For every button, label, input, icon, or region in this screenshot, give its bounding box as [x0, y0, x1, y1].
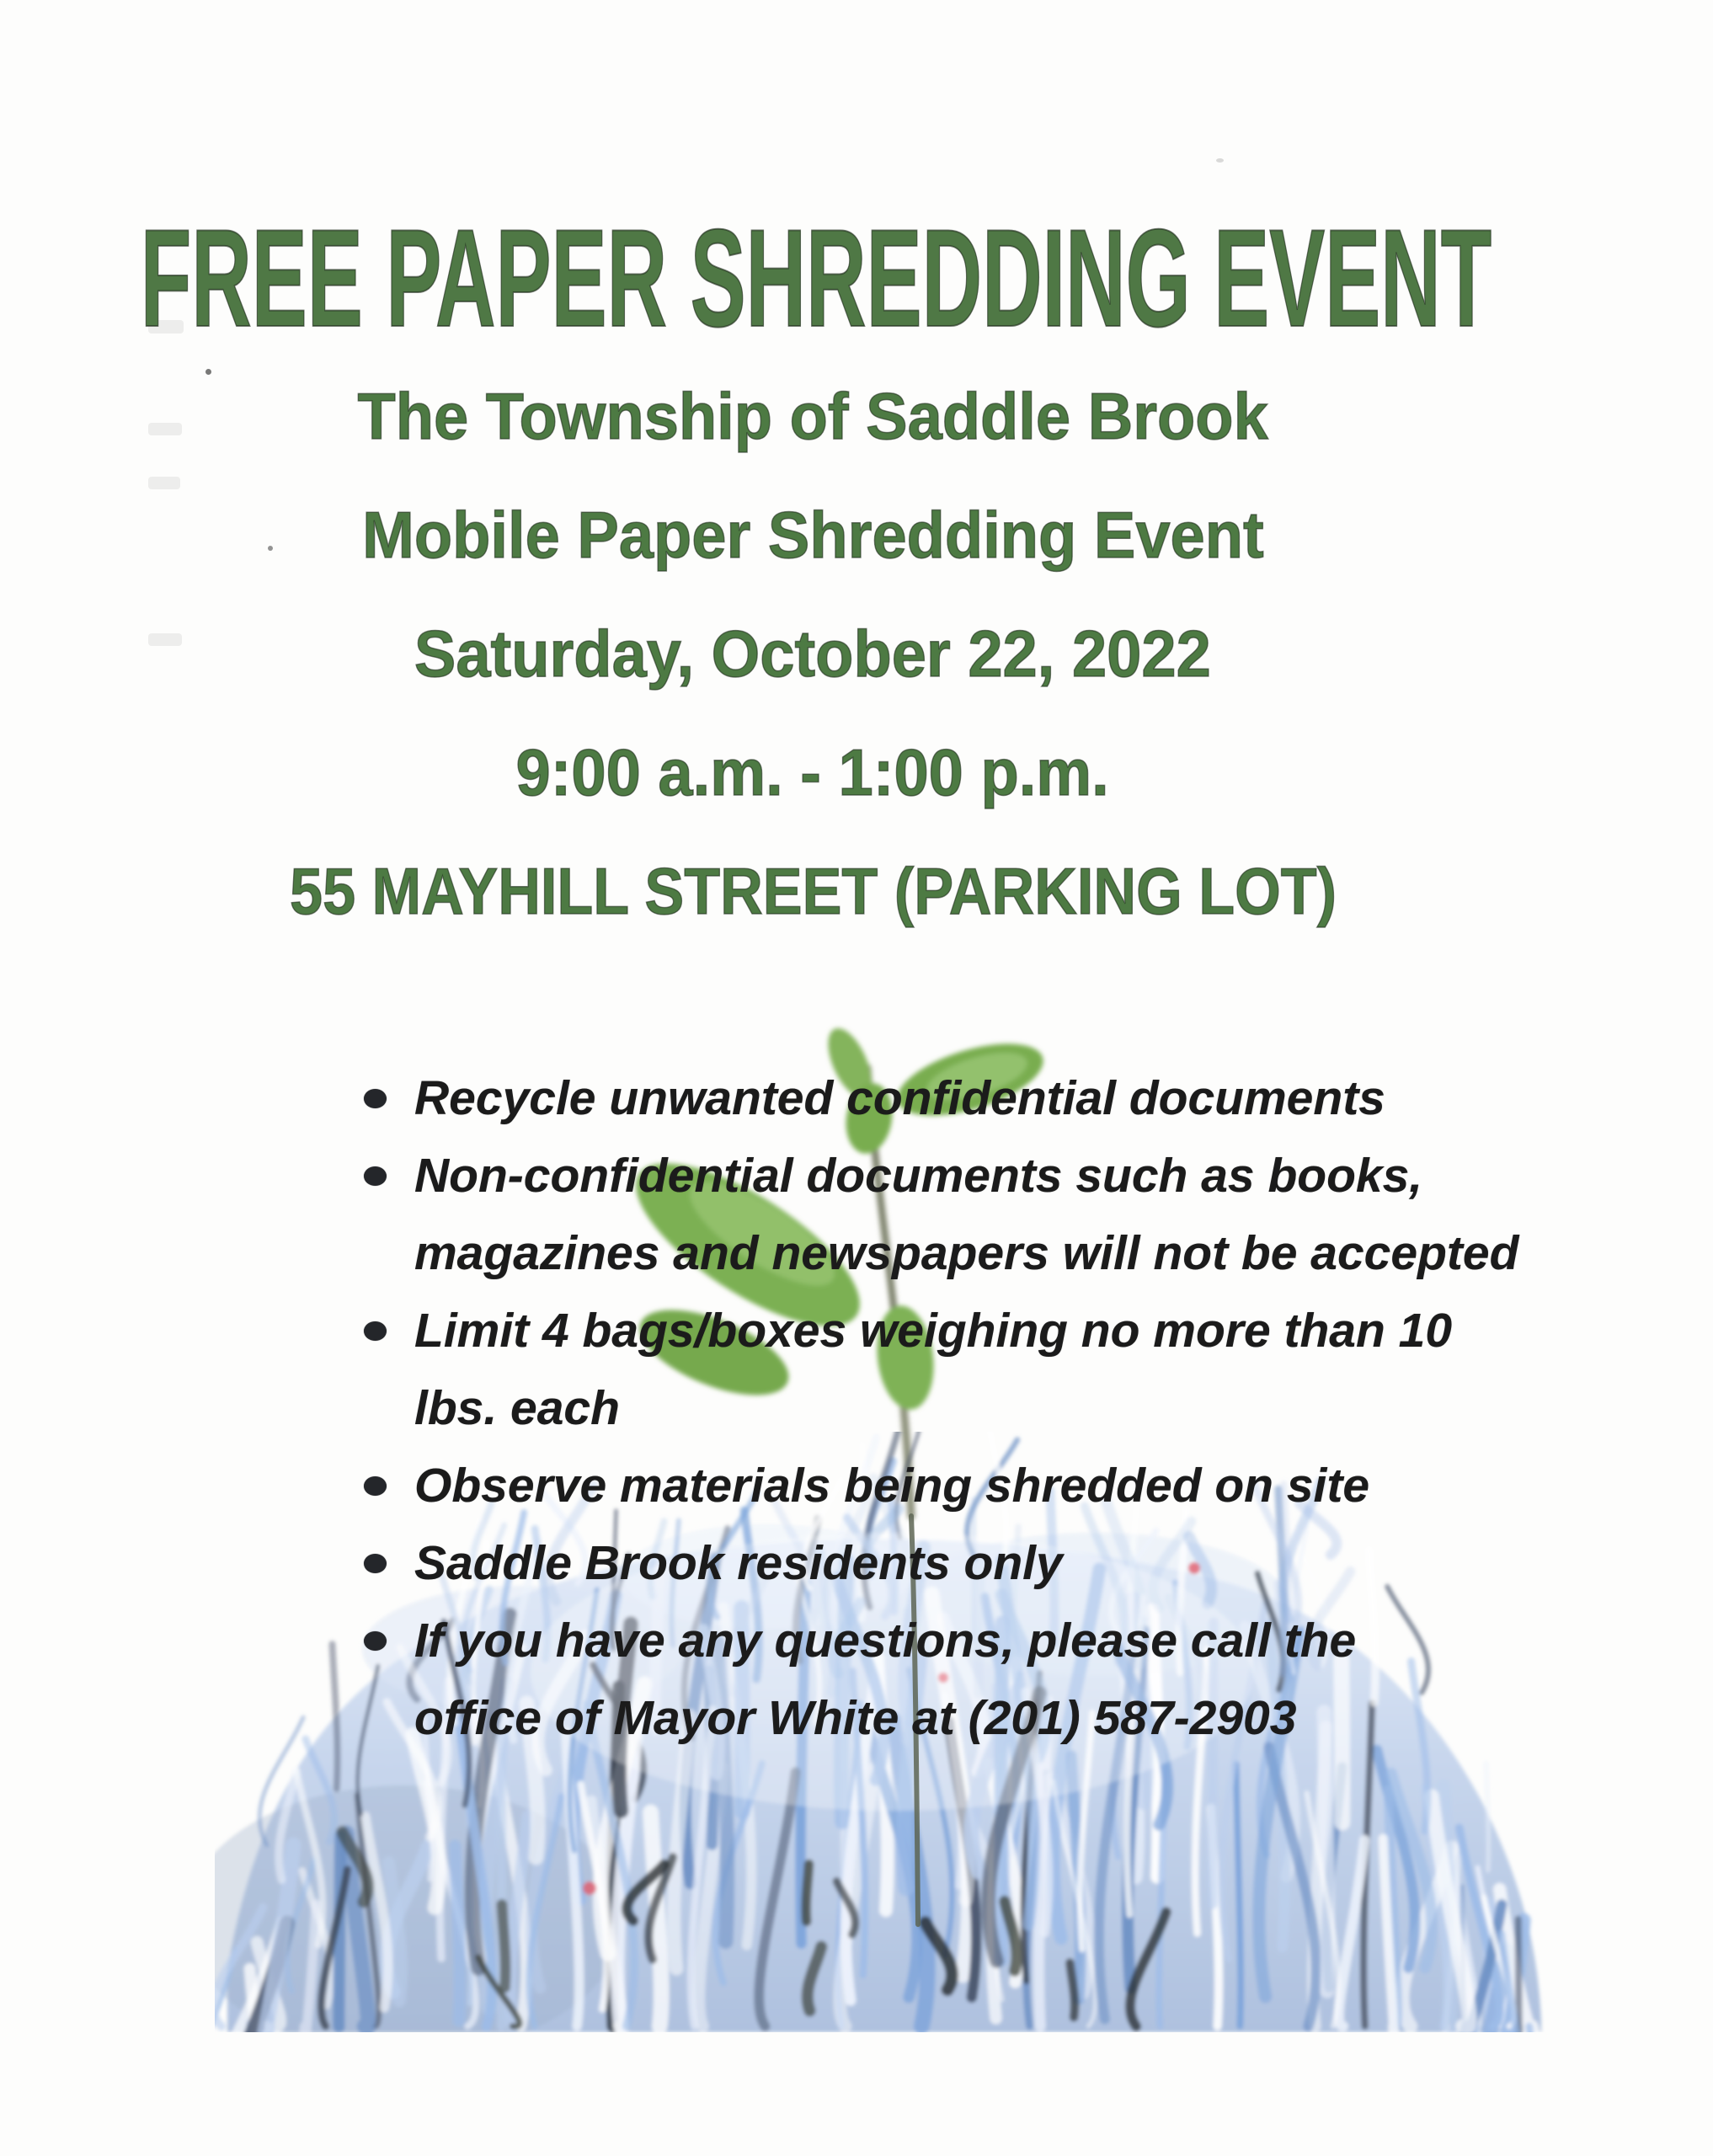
bullet-line: Recycle unwanted confidential documents: [414, 1071, 1385, 1125]
bullet-line: lbs. each: [414, 1381, 620, 1435]
scan-speck: [268, 546, 273, 551]
bullet-list: [362, 1059, 1558, 1757]
paper-strand: [1070, 1963, 1075, 2018]
subtitle-township: The Township of Saddle Brook: [357, 379, 1268, 453]
subtitle-time: 9:00 a.m. - 1:00 p.m.: [515, 735, 1110, 809]
bullet-line: office of Mayor White at (201) 587-2903: [414, 1691, 1297, 1745]
subtitle-event-name: Mobile Paper Shredding Event: [361, 498, 1264, 572]
paper-strand: [339, 1836, 340, 2027]
paper-strand: [455, 1846, 460, 2021]
paper-strand: [1486, 1764, 1489, 1870]
bullet-line: Saddle Brook residents only: [414, 1536, 1063, 1590]
paper-strand: [502, 1904, 505, 1988]
paper-strand: [1518, 1919, 1520, 2093]
scan-smudge: [148, 477, 180, 489]
bullet-line: Limit 4 bags/boxes weighing no more than 10: [414, 1304, 1453, 1358]
scan-smudge: [148, 633, 182, 646]
paper-strand: [806, 1865, 808, 1922]
scan-speck: [205, 369, 211, 375]
bullet-item: [362, 1292, 1558, 1447]
bullet-dot: [364, 1166, 387, 1186]
flyer-title-text: FREE PAPER SHREDDING EVENT: [140, 200, 1492, 355]
bullet-dot: [364, 1321, 387, 1341]
paper-speck: [583, 1881, 596, 1895]
scan-speck: [1216, 158, 1224, 163]
bullet-item: [362, 1447, 1558, 1524]
subtitle-address: 55 MAYHILL STREET (PARKING LOT): [289, 854, 1337, 928]
scan-smudge: [148, 423, 182, 435]
bullet-line: magazines and newspapers will not be accepted: [414, 1226, 1519, 1280]
bullet-line: Non-confidential documents such as books,: [414, 1149, 1423, 1203]
bullet-line: If you have any questions, please call the: [414, 1614, 1357, 1668]
bullet-dot: [364, 1554, 387, 1573]
bullet-item: [362, 1059, 1558, 1137]
bullet-item: [362, 1137, 1558, 1292]
bullet-dot: [364, 1476, 387, 1496]
bullet-item: [362, 1602, 1558, 1757]
bullet-dot: [364, 1089, 387, 1108]
bullet-item: [362, 1524, 1558, 1602]
bullet-dot: [364, 1631, 387, 1651]
subtitle-date: Saturday, October 22, 2022: [414, 616, 1211, 691]
bullet-line: Observe materials being shredded on site: [414, 1459, 1370, 1513]
